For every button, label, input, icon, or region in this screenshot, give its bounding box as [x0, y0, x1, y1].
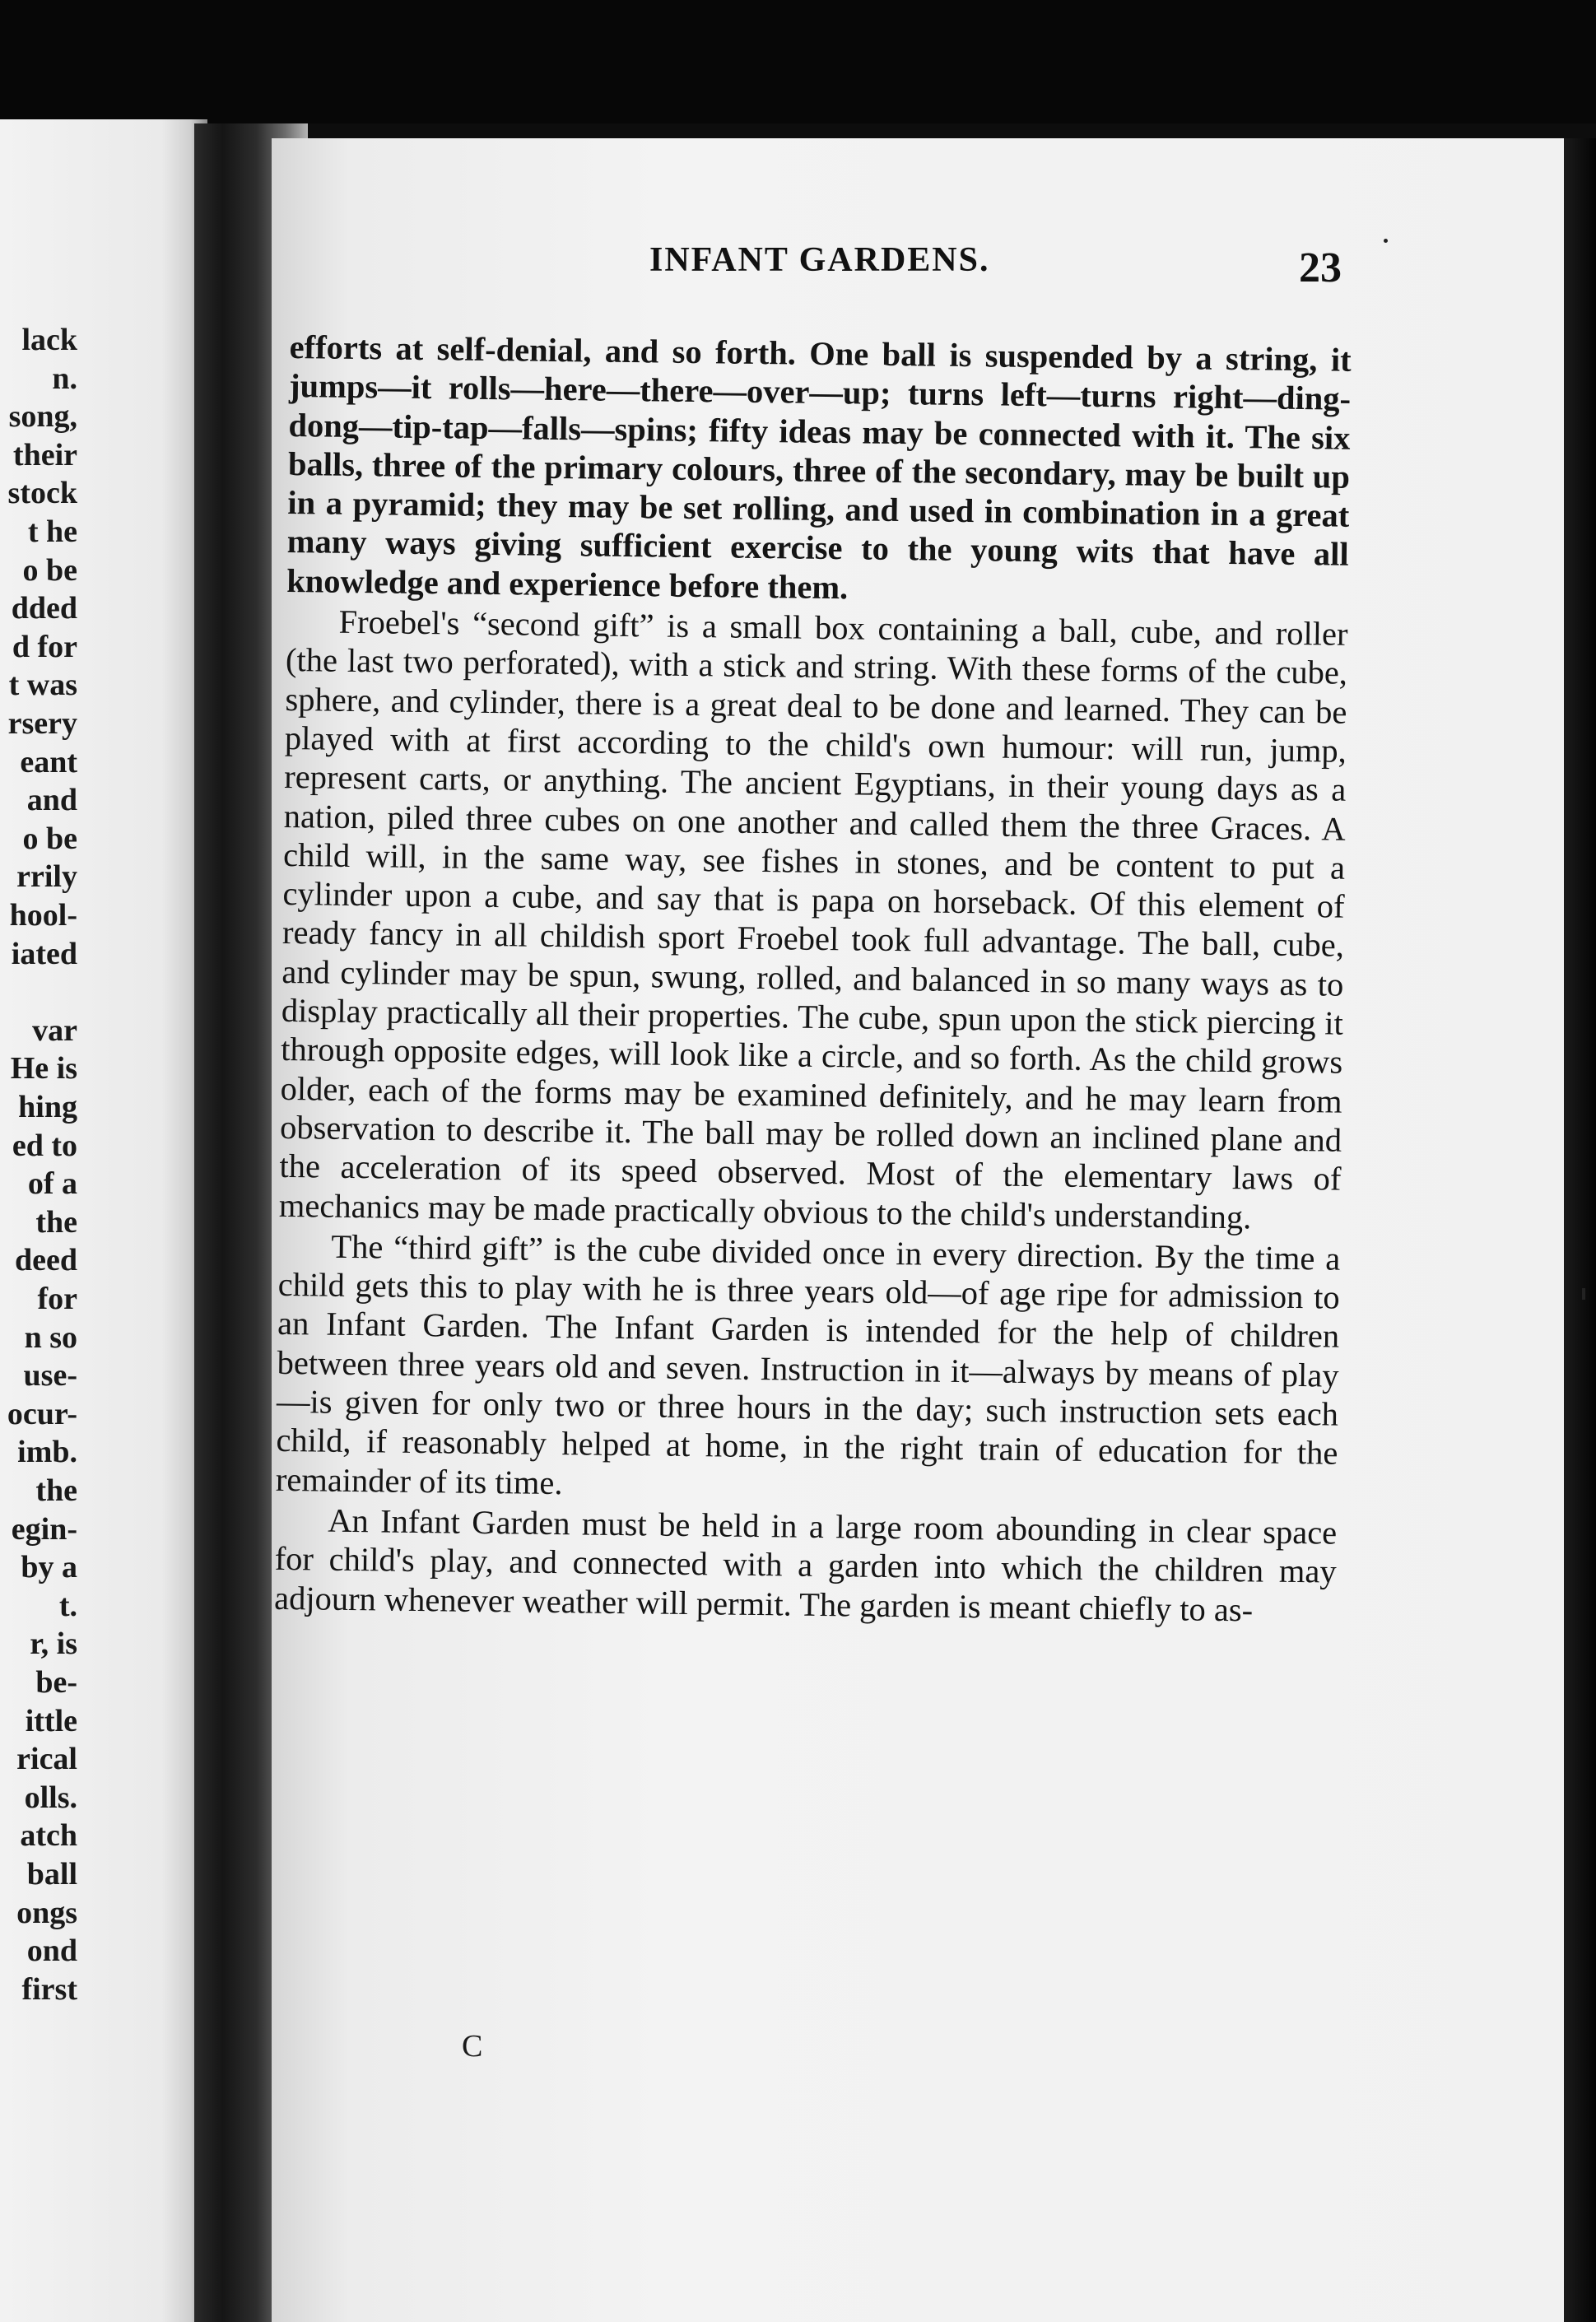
previous-page-edge — [0, 119, 207, 2322]
previous-page-line: rrily — [16, 859, 77, 895]
previous-page-line: for — [37, 1282, 77, 1316]
previous-page-line: and — [26, 783, 77, 818]
previous-page-line: n so — [24, 1319, 77, 1355]
previous-page-line: by a — [21, 1550, 77, 1585]
previous-page-line: o be — [22, 552, 77, 588]
signature-mark: C — [462, 2029, 483, 2064]
previous-page-line: stock — [7, 476, 77, 511]
previous-page-line: deed — [15, 1243, 77, 1278]
paragraph-4: An Infant Garden must be held in a large room abounding in clear space for child's play, and connected with a garden into which the children may adjourn whenever weather will permit. The garden is meant chiefly to as- — [273, 1501, 1338, 1628]
previous-page-line: eant — [20, 744, 77, 779]
previous-page-line: first — [21, 1971, 77, 2007]
ink-speck — [1384, 239, 1388, 243]
previous-page-line: the — [35, 1204, 77, 1240]
previous-page-line: t he — [27, 514, 77, 549]
running-head: INFANT GARDENS. — [649, 241, 990, 279]
previous-page-line: r, is — [30, 1626, 77, 1662]
body-text — [274, 328, 1352, 1630]
previous-page-line: rical — [16, 1742, 77, 1777]
previous-page-line: their — [12, 437, 77, 472]
previous-page-line: ongs — [16, 1895, 77, 1930]
previous-page-line: iated — [11, 936, 77, 971]
top-border — [0, 0, 1596, 123]
right-border — [1564, 138, 1596, 2322]
previous-page-line: t was — [8, 668, 77, 703]
previous-page-line: olls. — [24, 1780, 77, 1815]
margin-mark — [1582, 1288, 1585, 1300]
previous-page-line: lack — [21, 323, 77, 357]
previous-page-line: the — [35, 1473, 77, 1508]
previous-page-line: var — [32, 1012, 77, 1048]
previous-page-line: rsery — [7, 706, 77, 741]
previous-page-line: egin- — [11, 1511, 77, 1547]
previous-page-line: o be — [22, 821, 77, 856]
previous-page-line: song, — [8, 399, 77, 435]
previous-page-line: ed to — [12, 1128, 77, 1163]
previous-page-line: ittle — [25, 1703, 77, 1738]
previous-page-line: He is — [10, 1051, 77, 1087]
previous-page-line: atch — [20, 1818, 77, 1854]
previous-page-line: ocur- — [7, 1396, 77, 1431]
previous-page-line: of a — [27, 1166, 77, 1202]
paragraph-1: efforts at self-denial, and so forth. One ball is suspended by a string, it jumps—it rolls—here—there—over—up; turns left—turns right—ding-dong—tip-tap—falls—spins; fifty ideas may be connected with it. The six balls, three of the primary colours, three of the secondary, may be built up in a pyramid; they may be set rolling, and used in combination in a great many ways giving sufficient exercise to the young wits that have all knowledge and experience before them. — [286, 328, 1352, 607]
previous-page-line: t. — [58, 1588, 77, 1623]
previous-page-line: dded — [11, 591, 77, 626]
page-number: 23 — [1299, 244, 1342, 291]
paragraph-3: The “third gift” is the cube divided once in every direction. By the time a child gets this to play with he is three years old—of age ripe for admission to an Infant Garden. The Infant Garden is intended for the help of children between three years old and seven. Instruction in it—always by means of play—is given for only two or three hours in the day; such instruction sets each child, if reasonably helped at home, in the right train of education for the remainder of its time. — [275, 1227, 1341, 1501]
previous-page-line: hing — [18, 1090, 77, 1124]
previous-page-line: use- — [23, 1358, 77, 1394]
previous-page-line: n. — [52, 361, 77, 396]
paragraph-2: Froebel's “second gift” is a small box containing a ball, cube, and roller (the last two perforated), with a stick and string. With these forms of the cube, sphere, and cylinder, there is a great deal to be done and learned. They can be played with at first according to the child's own humour: will run, jump, represent carts, or anything. The ancient Egyptians, in their young days as a nation, piled three cubes on one another and called them the three Graces. A child will, in the same way, see fishes in stones, and be content to put a cylinder upon a cube, and say that is papa on horseback. Of this element of ready fancy in all childish sport Froebel took full advantage. The ball, cube, and cylinder may be spun, swung, rolled, and balanced in so many ways as to display practically all their properties. The cube, spun upon the stick piercing it through opposite edges, will look like a circle, and so forth. As the child grows older, each of the forms may be examined definitely, and he may learn from observation to describe it. The ball may be rolled down an inclined plane and the acceleration of its speed observed. Most of the elementary laws of mechanics may be made practically obvious to the child's understanding. — [278, 603, 1348, 1235]
previous-page-line: hool- — [9, 898, 77, 933]
previous-page-line: d for — [12, 629, 77, 664]
previous-page-line: be- — [35, 1665, 77, 1700]
previous-page-line: ball — [26, 1857, 77, 1892]
previous-page-line: imb. — [17, 1435, 77, 1470]
previous-page-line: ond — [26, 1933, 77, 1969]
